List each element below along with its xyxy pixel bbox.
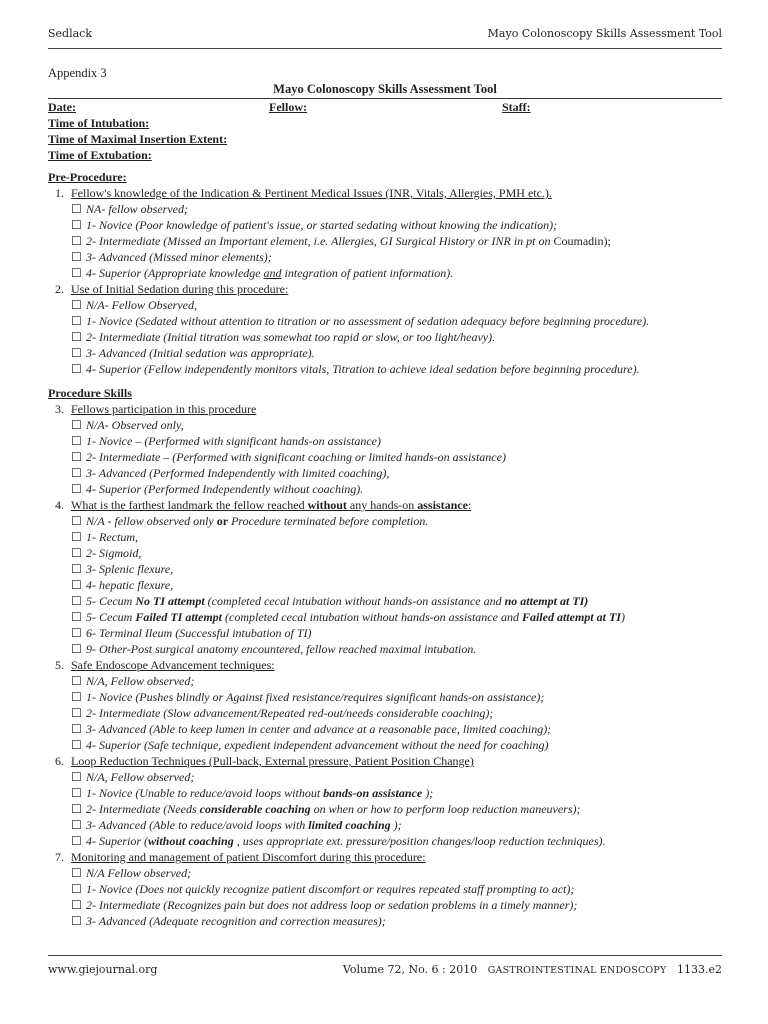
question-number: 4. xyxy=(55,498,64,512)
option-text: ) xyxy=(620,610,625,624)
running-head-author: Sedlack xyxy=(48,27,92,40)
assessment-form xyxy=(48,65,722,929)
option-text: 2- Intermediate (Missed an Important element, i.e. Allergies, GI Surgical History or INR in pt on xyxy=(86,234,554,248)
option-text: Procedure terminated before completion. xyxy=(228,514,429,528)
option-item xyxy=(48,913,722,929)
checkbox-icon[interactable]: ☐ xyxy=(71,898,82,912)
option-text: N/A Fellow observed; xyxy=(86,866,192,880)
option-item xyxy=(48,345,722,361)
question-text-part: any hands-on xyxy=(346,498,418,512)
option-item xyxy=(48,769,722,785)
option-text: 4- hepatic flexure, xyxy=(86,578,174,592)
option-text: 1- Rectum, xyxy=(86,530,138,544)
option-text-bold: considerable coaching xyxy=(199,802,311,816)
checkbox-icon[interactable]: ☐ xyxy=(71,642,82,656)
option-text: integration of patient information). xyxy=(281,266,454,280)
question-1 xyxy=(48,185,722,201)
option-text-bold: Failed attempt at TI xyxy=(521,610,621,624)
option-item xyxy=(48,265,722,281)
question-number: 5. xyxy=(55,658,64,672)
checkbox-icon[interactable]: ☐ xyxy=(71,882,82,896)
checkbox-icon[interactable]: ☐ xyxy=(71,626,82,640)
time-of-extubation-label: Time of Extubation: xyxy=(48,148,152,162)
checkbox-icon[interactable]: ☐ xyxy=(71,250,82,264)
option-text: (completed cecal intubation without hands-on assistance and xyxy=(204,594,505,608)
option-item xyxy=(48,689,722,705)
volume-label: Volume 72, No. 6 : 2010 xyxy=(342,963,478,976)
question-6 xyxy=(48,753,722,769)
option-text: 1- Novice (Poor knowledge of patient's issue, or started sedating without knowing the indication); xyxy=(86,218,558,232)
checkbox-icon[interactable]: ☐ xyxy=(71,866,82,880)
form-title: Mayo Colonoscopy Skills Assessment Tool xyxy=(48,81,722,99)
option-item xyxy=(48,817,722,833)
question-3 xyxy=(48,401,722,417)
section-procedure-skills: Procedure Skills xyxy=(48,386,132,400)
option-text-bold: without coaching xyxy=(148,834,234,848)
option-item xyxy=(48,881,722,897)
option-text: 2- Sigmoid, xyxy=(86,546,142,560)
option-text: 3- Advanced (Able to reduce/avoid loops with xyxy=(86,818,309,832)
checkbox-icon[interactable]: ☐ xyxy=(71,202,82,216)
option-item xyxy=(48,529,722,545)
page-number: 1133.e2 xyxy=(677,963,722,976)
option-text: N/A - fellow observed only xyxy=(86,514,217,528)
checkbox-icon[interactable]: ☐ xyxy=(71,482,82,496)
question-number: 3. xyxy=(55,402,64,416)
staff-field-label: Staff: xyxy=(502,100,531,114)
checkbox-icon[interactable]: ☐ xyxy=(71,346,82,360)
question-text: Safe Endoscope Advancement techniques: xyxy=(71,658,275,672)
question-text: Use of Initial Sedation during this procedure: xyxy=(71,282,289,296)
checkbox-icon[interactable]: ☐ xyxy=(71,530,82,544)
option-item xyxy=(48,313,722,329)
option-text: N/A- Fellow Observed, xyxy=(86,298,197,312)
option-item xyxy=(48,417,722,433)
section-pre-procedure: Pre-Procedure: xyxy=(48,170,127,184)
option-item xyxy=(48,513,722,529)
checkbox-icon[interactable]: ☐ xyxy=(71,218,82,232)
checkbox-icon[interactable]: ☐ xyxy=(71,914,82,928)
option-text-bold: bands-on assistance xyxy=(323,786,423,800)
option-item xyxy=(48,217,722,233)
question-text: Monitoring and management of patient Discomfort during this procedure: xyxy=(71,850,426,864)
checkbox-icon[interactable]: ☐ xyxy=(71,434,82,448)
option-text: (completed cecal intubation without hands-on assistance and xyxy=(222,610,522,624)
page-footer xyxy=(48,963,722,979)
date-fellow-staff-row xyxy=(48,99,722,115)
option-item xyxy=(48,593,722,609)
option-item xyxy=(48,673,722,689)
option-text: 6- Terminal Ileum (Successful intubation of TI) xyxy=(86,626,312,640)
checkbox-icon[interactable]: ☐ xyxy=(71,834,82,848)
option-text: 1- Novice (Pushes blindly or Against fixed resistance/requires significant hands-on assistance); xyxy=(86,690,545,704)
option-item xyxy=(48,249,722,265)
date-field-label: Date: xyxy=(48,100,76,114)
option-text-upright: Coumadin); xyxy=(553,234,611,248)
option-item xyxy=(48,721,722,737)
option-text: N/A, Fellow observed; xyxy=(86,674,195,688)
checkbox-icon[interactable]: ☐ xyxy=(71,418,82,432)
footer-citation xyxy=(343,963,722,976)
option-text: 2- Intermediate (Initial titration was somewhat too rapid or slow, or too light/heavy). xyxy=(86,330,496,344)
checkbox-icon[interactable]: ☐ xyxy=(71,330,82,344)
option-text-bold: or xyxy=(216,514,229,528)
question-text xyxy=(71,497,471,513)
question-text-bold: without xyxy=(307,498,347,512)
option-text: 3- Advanced (Adequate recognition and correction measures); xyxy=(86,914,386,928)
option-text: 1- Novice – (Performed with significant hands-on assistance) xyxy=(86,434,381,448)
option-text: NA- fellow observed; xyxy=(86,202,188,216)
option-text: 2- Intermediate (Needs xyxy=(86,802,200,816)
checkbox-icon[interactable]: ☐ xyxy=(71,314,82,328)
question-number: 2. xyxy=(55,282,64,296)
question-number: 6. xyxy=(55,754,64,768)
header-rule xyxy=(48,48,722,49)
option-text: 3- Splenic flexure, xyxy=(86,562,174,576)
checkbox-icon[interactable]: ☐ xyxy=(71,234,82,248)
checkbox-icon[interactable]: ☐ xyxy=(71,562,82,576)
option-text: 2- Intermediate (Recognizes pain but does not address loop or sedation problems in a timely manner); xyxy=(86,898,578,912)
time-of-intubation-label: Time of Intubation: xyxy=(48,116,150,130)
question-2 xyxy=(48,281,722,297)
option-text-underlined: and xyxy=(263,266,282,280)
question-text: Fellows participation in this procedure xyxy=(71,402,257,416)
option-text: 4- Superior (Appropriate knowledge xyxy=(86,266,264,280)
question-4 xyxy=(48,497,722,513)
time-of-maximal-insertion-label: Time of Maximal Insertion Extent: xyxy=(48,132,228,146)
option-item xyxy=(48,545,722,561)
checkbox-icon[interactable]: ☐ xyxy=(71,266,82,280)
option-item xyxy=(48,329,722,345)
question-number: 1. xyxy=(55,186,64,200)
option-item xyxy=(48,465,722,481)
option-text-bold: Failed TI attempt xyxy=(135,610,222,624)
question-text-bold: assistance xyxy=(417,498,468,512)
appendix-label: Appendix 3 xyxy=(48,66,107,80)
question-5 xyxy=(48,657,722,673)
option-text: 5- Cecum xyxy=(86,594,136,608)
option-item xyxy=(48,433,722,449)
option-item xyxy=(48,785,722,801)
question-number: 7. xyxy=(55,850,64,864)
checkbox-icon[interactable]: ☐ xyxy=(71,802,82,816)
checkbox-icon[interactable]: ☐ xyxy=(71,450,82,464)
option-item xyxy=(48,625,722,641)
option-item xyxy=(48,449,722,465)
option-text: 1- Novice (Unable to reduce/avoid loops without xyxy=(86,786,324,800)
footer-rule xyxy=(48,955,722,956)
checkbox-icon[interactable]: ☐ xyxy=(71,722,82,736)
option-item xyxy=(48,641,722,657)
option-item xyxy=(48,561,722,577)
option-item xyxy=(48,737,722,753)
option-item xyxy=(48,577,722,593)
option-item xyxy=(48,609,722,625)
option-text: 3- Advanced (Missed minor elements); xyxy=(86,250,272,264)
checkbox-icon[interactable]: ☐ xyxy=(71,594,82,608)
checkbox-icon[interactable]: ☐ xyxy=(71,298,82,312)
option-item xyxy=(48,481,722,497)
option-text: on when or how to perform loop reduction maneuvers); xyxy=(310,802,581,816)
option-text: 4- Superior ( xyxy=(86,834,148,848)
option-text: 3- Advanced (Able to keep lumen in center and advance at a reasonable pace, limited coaching); xyxy=(86,722,552,736)
checkbox-icon[interactable]: ☐ xyxy=(71,610,82,624)
option-item xyxy=(48,705,722,721)
option-text-bold: No TI attempt xyxy=(135,594,205,608)
checkbox-icon[interactable]: ☐ xyxy=(71,786,82,800)
running-head xyxy=(48,27,722,43)
checkbox-icon[interactable]: ☐ xyxy=(71,466,82,480)
checkbox-icon[interactable]: ☐ xyxy=(71,770,82,784)
option-item xyxy=(48,801,722,817)
checkbox-icon[interactable]: ☐ xyxy=(71,362,82,376)
checkbox-icon[interactable]: ☐ xyxy=(71,674,82,688)
question-text-part: What is the farthest landmark the fellow reached xyxy=(71,498,308,512)
option-text: 1- Novice (Does not quickly recognize patient discomfort or requires repeated staff prompting to act); xyxy=(86,882,575,896)
running-head-title: Mayo Colonoscopy Skills Assessment Tool xyxy=(487,27,722,40)
option-text: 3- Advanced (Initial sedation was appropriate). xyxy=(86,346,315,360)
journal-name: GASTROINTESTINAL ENDOSCOPY xyxy=(487,965,667,976)
option-item xyxy=(48,297,722,313)
option-item xyxy=(48,201,722,217)
option-text-bold: no attempt at TI) xyxy=(504,594,589,608)
option-text: 4- Superior (Performed Independently without coaching). xyxy=(86,482,364,496)
question-text: Fellow's knowledge of the Indication & Pertinent Medical Issues (INR, Vitals, Allergies, PMH etc.). xyxy=(71,186,552,200)
option-text: N/A- Observed only, xyxy=(86,418,184,432)
option-text: , uses appropriate ext. pressure/position changes/loop reduction techniques). xyxy=(233,834,606,848)
option-text: 9- Other-Post surgical anatomy encountered, fellow reached maximal intubation. xyxy=(86,642,477,656)
option-item xyxy=(48,897,722,913)
option-text: 1- Novice (Sedated without attention to titration or no assessment of sedation adequacy before beginning procedure). xyxy=(86,314,650,328)
option-text: 2- Intermediate – (Performed with significant coaching or limited hands-on assistance) xyxy=(86,450,506,464)
journal-url-link[interactable]: www.giejournal.org xyxy=(48,963,158,976)
option-item xyxy=(48,865,722,881)
option-text: ); xyxy=(422,786,434,800)
fellow-field-label: Fellow: xyxy=(269,100,307,114)
question-text-part: : xyxy=(467,498,472,512)
checkbox-icon[interactable]: ☐ xyxy=(71,546,82,560)
option-item xyxy=(48,233,722,249)
checkbox-icon[interactable]: ☐ xyxy=(71,690,82,704)
option-item xyxy=(48,361,722,377)
checkbox-icon[interactable]: ☐ xyxy=(71,706,82,720)
checkbox-icon[interactable]: ☐ xyxy=(71,738,82,752)
checkbox-icon[interactable]: ☐ xyxy=(71,818,82,832)
question-7 xyxy=(48,849,722,865)
option-text: 4- Superior (Safe technique, expedient independent advancement without the need for coaching) xyxy=(86,738,549,752)
option-text: 2- Intermediate (Slow advancement/Repeated red-out/needs considerable coaching); xyxy=(86,706,494,720)
option-text-bold: limited coaching xyxy=(308,818,391,832)
option-item xyxy=(48,833,722,849)
option-text: 5- Cecum xyxy=(86,610,136,624)
option-text: N/A, Fellow observed; xyxy=(86,770,195,784)
option-text: 4- Superior (Fellow independently monitors vitals, Titration to achieve ideal sedation before beginning procedure). xyxy=(86,362,640,376)
question-text: Loop Reduction Techniques (Pull-back, External pressure, Patient Position Change) xyxy=(71,754,474,768)
option-text: ); xyxy=(390,818,402,832)
checkbox-icon[interactable]: ☐ xyxy=(71,514,82,528)
checkbox-icon[interactable]: ☐ xyxy=(71,578,82,592)
option-text: 3- Advanced (Performed Independently with limited coaching), xyxy=(86,466,390,480)
